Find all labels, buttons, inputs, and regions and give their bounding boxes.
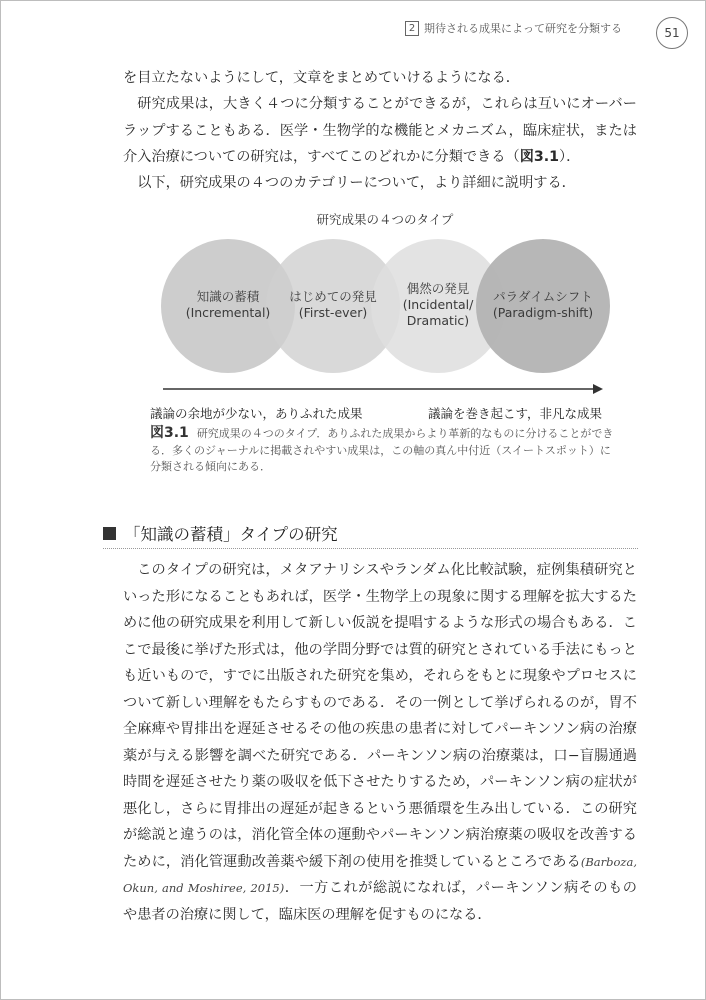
axis-label-right: 議論を巻き起こす，非凡な成果 [428,406,603,421]
section-heading-text: 「知識の蓄積」タイプの研究 [124,525,338,544]
section-heading [103,521,338,545]
section-body-text-end: ．一方これが総説になれば，パーキンソン病そのものや患者の治療に関して，臨床医の理解を促すものになる． [123,880,637,923]
paragraph-intro: 以下，研究成果の４つのカテゴリーについて，より詳細に説明する． [137,175,576,191]
axis-label-left: 議論の余地が少ない，ありふれた成果 [150,406,363,421]
section-body-text: このタイプの研究は，メタアナリシスやランダム化比較試験，症例集積研究といった形になることもあれば，医学・生物学上の現象に関する理解を拡大するために他の研究成果を利用して新しい仮説を提唱するような形式の場合もある．ここで最後に挙げた形式は，他の学問分野では質的研究とされている手法にもっとも近いもので，すでに出版された研究を集め，それらをもとに現象やプロセスについて新しい理解をもたらすものである．その一例として挙げられるのが，胃不全麻痺や胃排出を遅延させるその他の疾患の患者に対してパーキンソン病の治療薬が与える影響を調べた研究である．パーキンソン病の治療薬は，口−盲腸通過時間を遅延させたり薬の吸収を低下させたりするため，パーキンソン病の症状が悪化し，さらに胃排出の遅延が起きるという悪循環を生み出している．この研究が総説と違うのは，消化管全体の運動やパーキンソン病治療薬の吸収を改善するために，消化管運動改善薬や緩下剤の使用を推奨しているところである [123,562,637,870]
paragraph-continuation: を目立たないようにして，文章をまとめていけるようになる． [123,70,520,86]
caption-number: 図3.1 [150,425,189,441]
label-incremental: 知識の蓄積 (Incremental) [185,289,271,320]
label-first-ever: はじめての発見 (First-ever) [289,289,377,320]
heading-square-icon [103,527,116,540]
figure-caption [150,425,618,476]
figure-title: 研究成果の４つのタイプ [316,212,454,227]
axis-arrow [163,383,603,395]
label-paradigm-shift: パラダイムシフト (Paradigm-shift) [492,289,594,320]
figure-reference-link[interactable]: 図3.1 [519,149,560,165]
venn-diagram [150,238,620,374]
paragraph-classification [123,91,637,171]
running-header [405,20,622,36]
paragraph-text: 研究成果は，大きく４つに分類することができるが，これらは互いにオーバーラップすることもある．医学・生物学的な機能とメカニズム，臨床症状，または介入治療についての研究は，すべてこのどれかに分類できる（ [123,96,637,165]
section-divider [103,548,638,549]
running-header-title: 期待される成果によって研究を分類する [424,22,622,35]
page-number: 51 [656,17,688,49]
citation: (Barboza, Okun, and Moshiree, 2015) [123,854,637,895]
label-incidental: 偶然の発見 (Incidental/ Dramatic) [402,281,474,328]
paragraph-text-end: ）． [559,149,581,165]
chapter-number-badge: 2 [405,21,419,36]
section-body-paragraph [123,557,637,928]
caption-text: 研究成果の４つのタイプ．ありふれた成果からより革新的なものに分けることができる．多くのジャーナルに掲載されやすい成果は，この軸の真ん中付近（スイートスポット）に分類される傾向にある． [150,427,614,473]
